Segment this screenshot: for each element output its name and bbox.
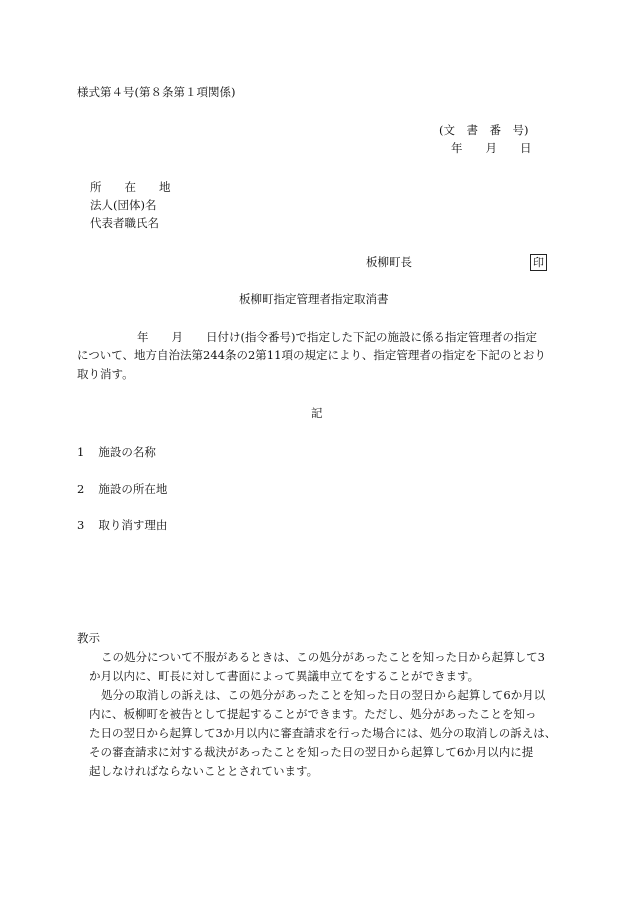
body-line-2: について、地方自治法第244条の2第11項の規定により、指定管理者の指定を下記のとおり bbox=[77, 348, 546, 362]
notice-heading: 教示 bbox=[77, 631, 100, 645]
corporation-label: 法人(団体)名 bbox=[90, 198, 157, 212]
notice-p2-line-4: その審査請求に対する裁決があったことを知った日の翌日から起算して6か月以内に提 bbox=[89, 745, 534, 759]
notice-p2-line-3: た日の翌日から起算して3か月以内に審査請求を行った場合には、処分の取消しの訴えは、 bbox=[89, 726, 557, 740]
document-number: (文 書 番 号) bbox=[439, 123, 529, 137]
item-label: 取り消す理由 bbox=[98, 518, 168, 532]
notice-p2-line-2: 内に、板柳町を被告として提起することができます。ただし、処分があったことを知っ bbox=[89, 707, 537, 721]
form-label: 様式第４号(第８条第１項関係) bbox=[77, 85, 236, 99]
body-line-1: 年 月 日付け(指令番号)で指定した下記の施設に係る指定管理者の指定 bbox=[137, 330, 537, 344]
item-number: 2 bbox=[77, 482, 85, 496]
notice-p2-line-5: 起しなければならないこととされています。 bbox=[89, 764, 319, 778]
notice-p1-line-1: この処分について不服があるときは、この処分があったことを知った日から起算して3 bbox=[101, 650, 545, 664]
document-title: 板柳町指定管理者指定取消書 bbox=[239, 292, 389, 306]
date-line: 年 月 日 bbox=[451, 141, 532, 155]
notice-p2-line-1: 処分の取消しの訴えは、この処分があったことを知った日の翌日から起算して6か月以 bbox=[101, 688, 546, 702]
representative-label: 代表者職氏名 bbox=[90, 216, 159, 230]
notice-p1-line-2: か月以内に、町長に対して書面によって異議申立てをすることができます。 bbox=[89, 669, 480, 683]
ki-heading: 記 bbox=[311, 406, 323, 420]
body-line-3: 取り消す。 bbox=[77, 367, 134, 381]
issuer-title: 板柳町長 bbox=[366, 255, 412, 269]
item-number: 1 bbox=[77, 445, 85, 459]
list-item bbox=[77, 518, 167, 532]
item-number: 3 bbox=[77, 518, 85, 532]
list-item bbox=[77, 482, 167, 496]
seal-mark: 印 bbox=[530, 254, 547, 271]
address-label: 所 在 地 bbox=[90, 180, 171, 194]
list-item bbox=[77, 445, 156, 459]
item-label: 施設の名称 bbox=[98, 445, 156, 459]
item-label: 施設の所在地 bbox=[98, 482, 168, 496]
